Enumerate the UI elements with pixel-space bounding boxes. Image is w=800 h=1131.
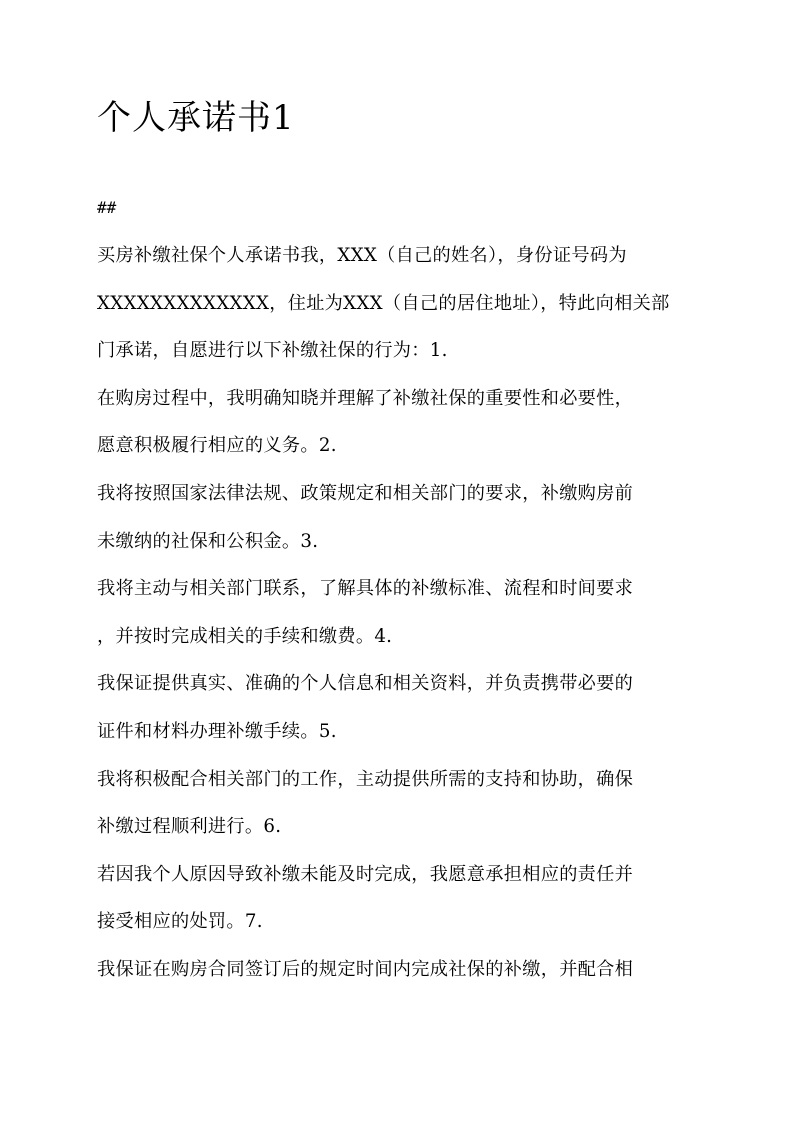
body-line: 买房补缴社保个人承诺书我，XXX（自己的姓名），身份证号码为 [97, 245, 627, 266]
section-marker: ## [97, 198, 117, 217]
document-body [97, 238, 717, 1000]
body-line: XXXXXXXXXXXXX，住址为XXX（自己的居住地址），特此向相关部 [97, 292, 670, 314]
body-line: 若因我个人原因导致补缴未能及时完成，我愿意承担相应的责任并 [97, 863, 634, 885]
body-line: 证件和材料办理补缴手续。5. [97, 720, 337, 742]
document-title: 个人承诺书1 [97, 98, 295, 138]
body-line: 接受相应的处罚。7. [97, 911, 263, 933]
body-line: 在购房过程中，我明确知晓并理解了补缴社保的重要性和必要性， [97, 387, 634, 409]
body-line: 我将按照国家法律法规、政策规定和相关部门的要求，补缴购房前 [97, 482, 634, 504]
body-line: 门承诺，自愿进行以下补缴社保的行为：1. [97, 340, 448, 362]
body-line: 未缴纳的社保和公积金。3. [97, 530, 319, 552]
body-line: 我保证提供真实、准确的个人信息和相关资料，并负责携带必要的 [97, 673, 634, 695]
body-line: 愿意积极履行相应的义务。2. [97, 435, 337, 457]
body-line: 我保证在购房合同签订后的规定时间内完成社保的补缴，并配合相 [97, 958, 634, 980]
body-line: 我将积极配合相关部门的工作，主动提供所需的支持和协助，确保 [97, 768, 634, 790]
body-line: 补缴过程顺利进行。6. [97, 816, 282, 838]
body-line: 我将主动与相关部门联系，了解具体的补缴标准、流程和时间要求 [97, 578, 634, 600]
body-line: ，并按时完成相关的手续和缴费。4. [97, 625, 393, 647]
